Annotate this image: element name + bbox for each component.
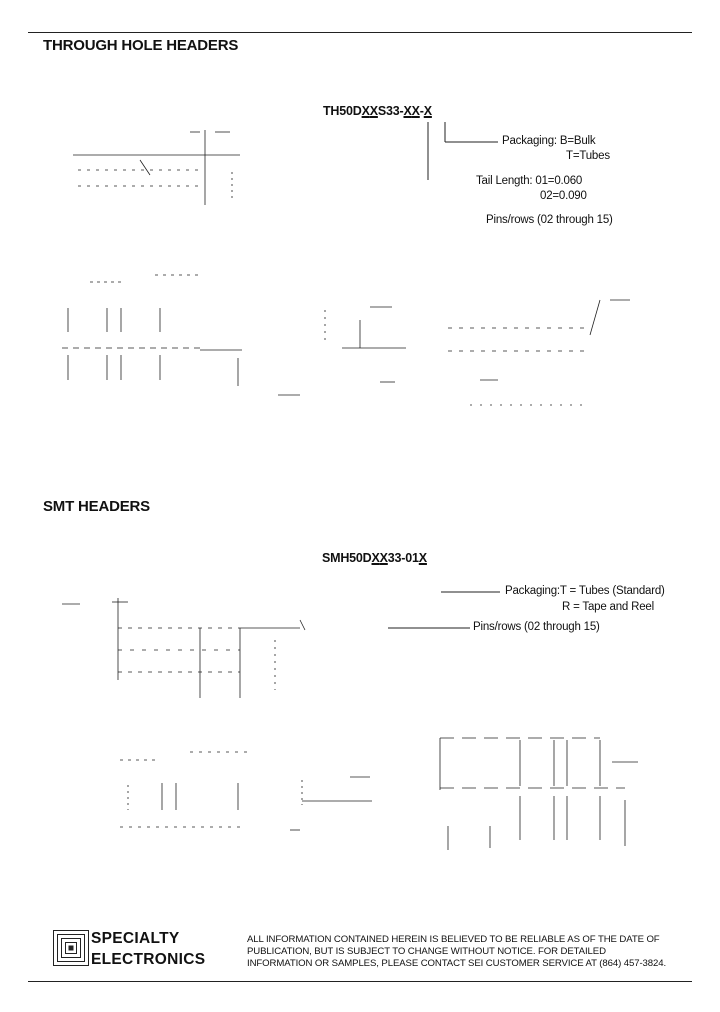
- smt-title: SMT HEADERS: [43, 498, 150, 515]
- specialty-electronics-logo: [53, 930, 89, 966]
- smt-pins-callout: Pins/rows (02 through 15): [473, 621, 600, 633]
- smt-packaging-callout: Packaging:T = Tubes (Standard): [505, 585, 665, 597]
- disclaimer-line3: INFORMATION OR SAMPLES, PLEASE CONTACT SEI CUSTOMER SERVICE AT (864) 457-3824.: [247, 958, 667, 969]
- through-hole-packaging-callout: Packaging: B=Bulk: [502, 135, 596, 147]
- through-hole-pins-callout: Pins/rows (02 through 15): [486, 214, 613, 226]
- through-hole-tail-callout: Tail Length: 01=0.060: [476, 175, 583, 187]
- through-hole-title: THROUGH HOLE HEADERS: [43, 37, 239, 54]
- through-hole-part-number: TH50DXXS33-XX-X: [323, 104, 432, 118]
- brand-name-line2: ELECTRONICS: [91, 951, 206, 968]
- brand-name-line1: SPECIALTY: [91, 930, 180, 947]
- smt-packaging-reel: R = Tape and Reel: [562, 601, 654, 613]
- smt-part-number: SMH50DXX33-01X: [322, 551, 427, 565]
- disclaimer-line2: PUBLICATION, BUT IS SUBJECT TO CHANGE WITHOUT NOTICE. FOR DETAILED: [247, 946, 606, 957]
- through-hole-packaging-tubes: T=Tubes: [566, 150, 610, 162]
- through-hole-tail-option: 02=0.090: [540, 190, 587, 202]
- disclaimer-line1: ALL INFORMATION CONTAINED HEREIN IS BELIEVED TO BE RELIABLE AS OF THE DATE OF: [247, 934, 660, 945]
- bottom-rule: [28, 981, 692, 982]
